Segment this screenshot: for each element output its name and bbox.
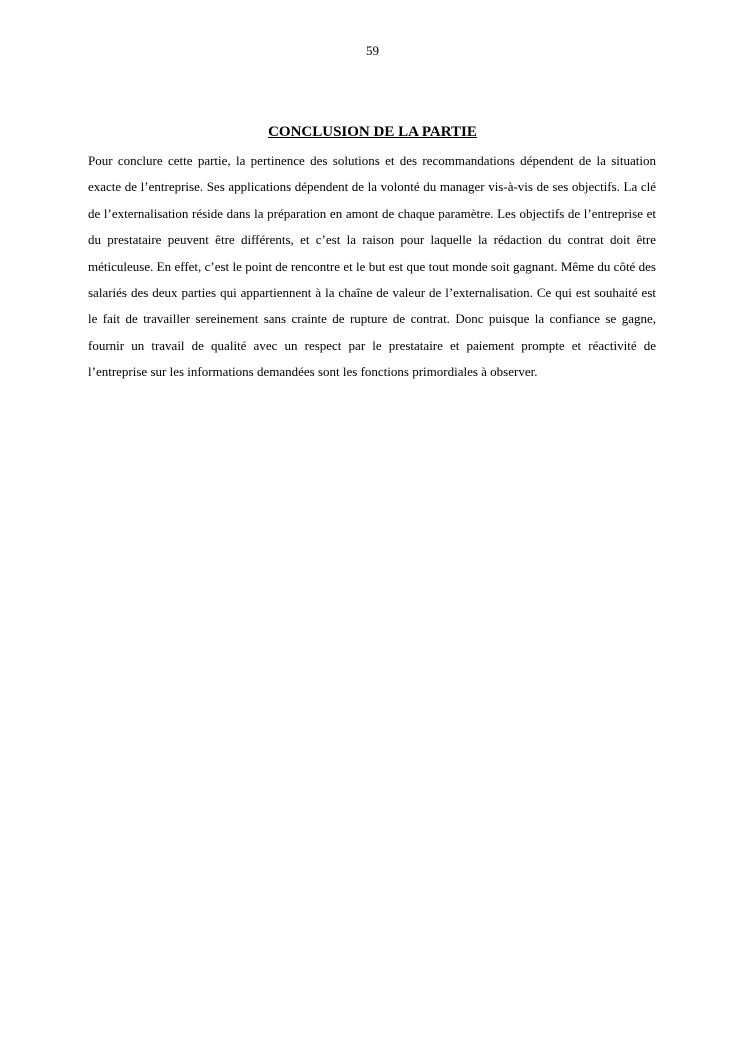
page-number: 59	[366, 43, 379, 58]
section-heading: CONCLUSION DE LA PARTIE	[268, 124, 477, 140]
body-paragraph: Pour conclure cette partie, la pertinence des solutions et des recommandations dépendent de la situation exacte de l’entreprise. Ses applications dépendent de la volonté du manager vis-à-vis de ses objectifs. La clé de l’externalisation réside dans la préparation en amont de chaque paramètre. Les objectifs de l’entreprise et du prestataire peuvent être différents, et c’est la raison pour laquelle la rédaction du contrat doit être méticuleuse. En effet, c’est le point de rencontre et le but est que tout monde soit gagnant. Même du côté des salariés des deux parties qui appartiennent à la chaîne de valeur de l’externalisation. Ce qui est souhaité est le fait de travailler sereinement sans crainte de rupture de contrat. Donc puisque la confiance se gagne, fournir un travail de qualité avec un respect par le prestataire et paiement prompte et réactivité de l’entreprise sur les informations demandées sont les fonctions primordiales à observer.	[88, 153, 656, 380]
